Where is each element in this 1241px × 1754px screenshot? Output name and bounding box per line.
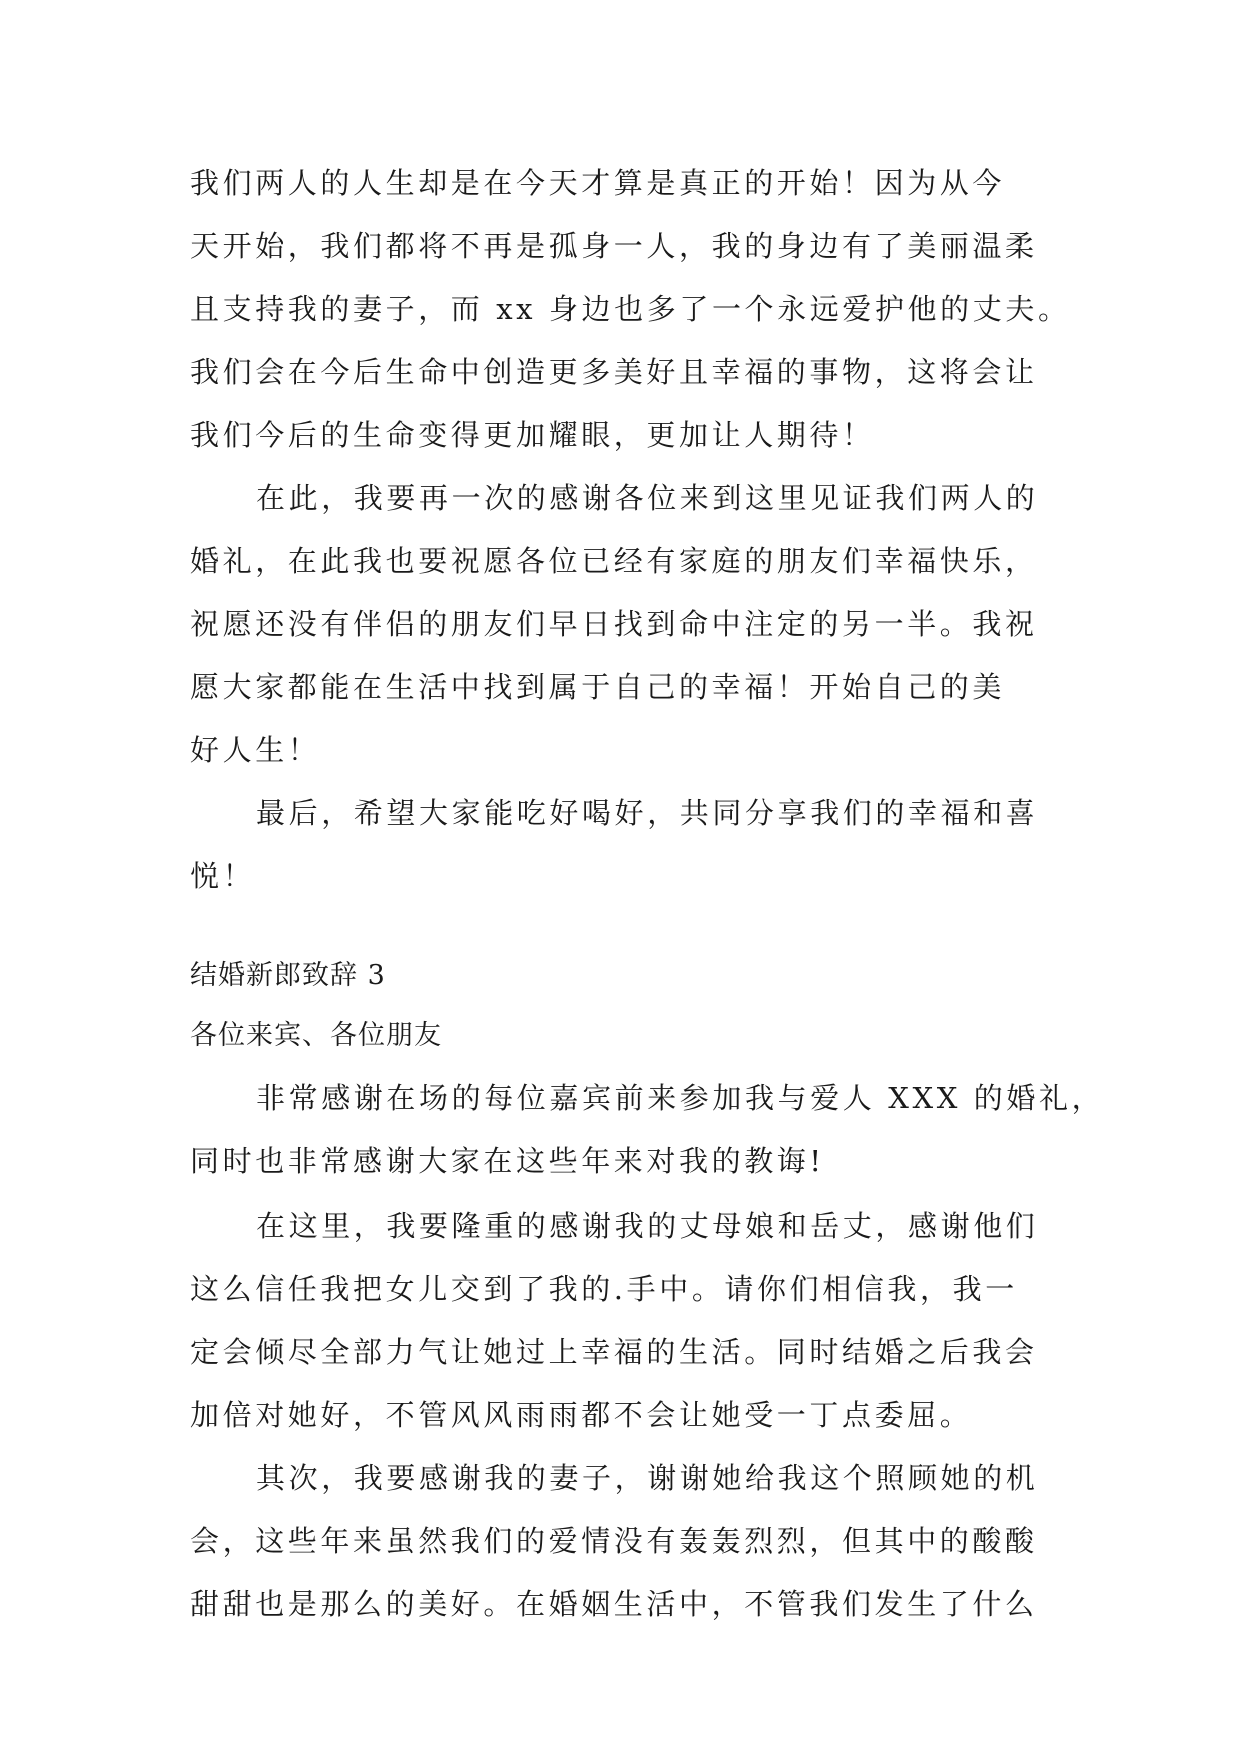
paragraph-line: 婚礼，在此我也要祝愿各位已经有家庭的朋友们幸福快乐， <box>190 544 1038 578</box>
paragraph-line: 我们会在今后生命中创造更多美好且幸福的事物，这将会让 <box>190 355 1038 389</box>
paragraph-line: 在这里，我要隆重的感谢我的丈母娘和岳丈，感谢他们 <box>256 1209 1039 1243</box>
paragraph-line: 加倍对她好，不管风风雨雨都不会让她受一丁点委屈。 <box>190 1398 973 1432</box>
paragraph-line: 好人生！ <box>190 733 321 767</box>
paragraph-line: 这么信任我把女儿交到了我的.手中。请你们相信我，我一 <box>190 1272 1018 1306</box>
paragraph-line: 其次，我要感谢我的妻子，谢谢她给我这个照顾她的机 <box>256 1461 1039 1495</box>
paragraph-line: 最后，希望大家能吃好喝好，共同分享我们的幸福和喜 <box>256 796 1039 830</box>
paragraph-line: 我们两人的人生却是在今天才算是真正的开始！因为从今 <box>190 166 1006 200</box>
section-title: 结婚新郎致辞 3 <box>190 960 386 991</box>
paragraph-line: 天开始，我们都将不再是孤身一人，我的身边有了美丽温柔 <box>190 229 1038 263</box>
paragraph-line: 定会倾尽全部力气让她过上幸福的生活。同时结婚之后我会 <box>190 1335 1038 1369</box>
paragraph-line: 在此，我要再一次的感谢各位来到这里见证我们两人的 <box>256 481 1039 515</box>
paragraph-line: 同时也非常感谢大家在这些年来对我的教诲! <box>190 1144 825 1178</box>
paragraph-line: 会，这些年来虽然我们的爱情没有轰轰烈烈，但其中的酸酸 <box>190 1524 1038 1558</box>
greeting-line: 各位来宾、各位朋友 <box>190 1020 442 1051</box>
paragraph-line: 愿大家都能在生活中找到属于自己的幸福！开始自己的美 <box>190 670 1006 704</box>
paragraph-line: 我们今后的生命变得更加耀眼，更加让人期待！ <box>190 418 875 452</box>
paragraph-line: 且支持我的妻子，而 xx 身边也多了一个永远爱护他的丈夫。 <box>190 292 1071 326</box>
paragraph-line: 非常感谢在场的每位嘉宾前来参加我与爱人 XXX 的婚礼， <box>256 1081 1105 1115</box>
paragraph-line: 甜甜也是那么的美好。在婚姻生活中，不管我们发生了什么 <box>190 1587 1038 1621</box>
paragraph-line: 悦！ <box>190 859 256 893</box>
paragraph-line: 祝愿还没有伴侣的朋友们早日找到命中注定的另一半。我祝 <box>190 607 1038 641</box>
